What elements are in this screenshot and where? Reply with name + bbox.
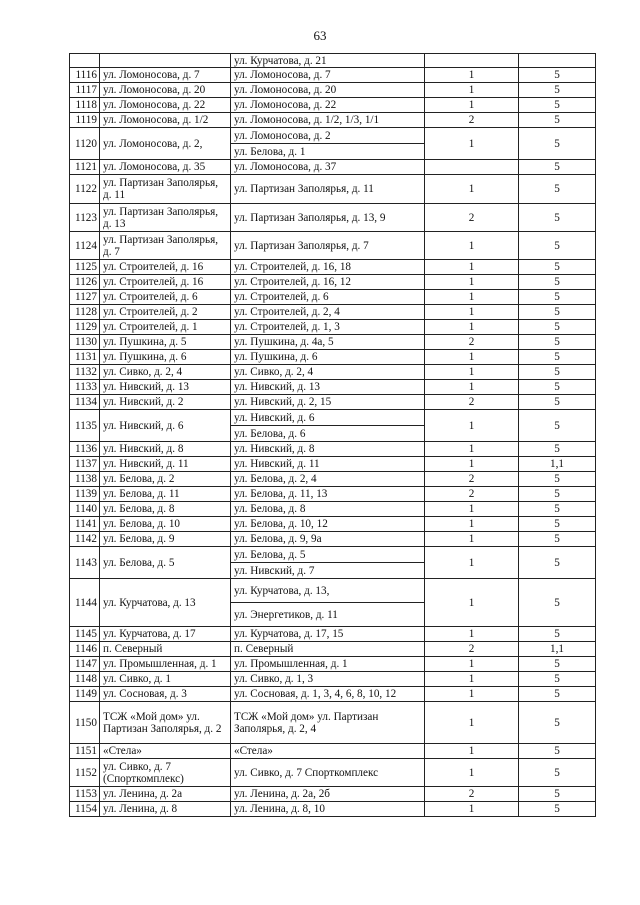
address-cell: ул. Курчатова, д. 21: [231, 54, 425, 68]
count-cell: 1: [425, 275, 519, 290]
table-row: [70, 517, 596, 532]
priority-cell: 5: [519, 160, 596, 175]
priority-cell: 5: [519, 502, 596, 517]
row-number: 1135: [70, 410, 100, 442]
priority-cell: 5: [519, 472, 596, 487]
table-row: [70, 759, 596, 787]
table-body: [70, 54, 596, 817]
table-row: [70, 642, 596, 657]
row-number: 1152: [70, 759, 100, 787]
address-cell: ул. Белова, д. 10, 12: [231, 517, 425, 532]
count-cell: 1: [425, 702, 519, 744]
table-row: [70, 687, 596, 702]
address-cell: ул. Сивко, д. 2, 4: [231, 365, 425, 380]
location-cell: ул. Ломоносова, д. 7: [100, 68, 231, 83]
priority-cell: 5: [519, 517, 596, 532]
location-cell: ул. Ленина, д. 8: [100, 802, 231, 817]
address-cell: ул. Белова, д. 8: [231, 502, 425, 517]
location-cell: ул. Партизан Заполярья, д. 13: [100, 204, 231, 232]
address-cell: ул. Пушкина, д. 4а, 5: [231, 335, 425, 350]
row-number: 1128: [70, 305, 100, 320]
count-cell: 1: [425, 627, 519, 642]
address-cell: ул. Белова, д. 6: [231, 426, 425, 442]
row-number: 1138: [70, 472, 100, 487]
count-cell: 1: [425, 260, 519, 275]
address-cell: ул. Ленина, д. 8, 10: [231, 802, 425, 817]
address-cell: ул. Промышленная, д. 1: [231, 657, 425, 672]
count-cell: 1: [425, 175, 519, 204]
count-cell: 2: [425, 113, 519, 128]
address-cell: ул. Ломоносова, д. 7: [231, 68, 425, 83]
location-cell: ул. Сивко, д. 7 (Спорткомплекс): [100, 759, 231, 787]
table-row: [70, 744, 596, 759]
location-cell: ул. Промышленная, д. 1: [100, 657, 231, 672]
priority-cell: 5: [519, 787, 596, 802]
priority-cell: 5: [519, 320, 596, 335]
count-cell: 1: [425, 802, 519, 817]
row-number: 1149: [70, 687, 100, 702]
location-cell: ул. Белова, д. 10: [100, 517, 231, 532]
row-number: 1148: [70, 672, 100, 687]
address-cell: ул. Партизан Заполярья, д. 11: [231, 175, 425, 204]
table-row: [70, 320, 596, 335]
location-cell: ул. Нивский, д. 8: [100, 442, 231, 457]
row-number: 1134: [70, 395, 100, 410]
location-cell: ул. Ломоносова, д. 1/2: [100, 113, 231, 128]
address-cell: ул. Нивский, д. 6: [231, 410, 425, 426]
count-cell: 1: [425, 350, 519, 365]
count-cell: 1: [425, 687, 519, 702]
count-cell: 2: [425, 204, 519, 232]
table-row: [70, 702, 596, 744]
address-cell: ул. Ломоносова, д. 37: [231, 160, 425, 175]
address-cell: ул. Ломоносова, д. 20: [231, 83, 425, 98]
address-cell: «Стела»: [231, 744, 425, 759]
count-cell: 1: [425, 305, 519, 320]
address-cell: ул. Ломоносова, д. 2: [231, 128, 425, 144]
location-cell: ул. Нивский, д. 13: [100, 380, 231, 395]
location-cell: ул. Курчатова, д. 13: [100, 579, 231, 627]
priority-cell: 5: [519, 83, 596, 98]
row-number: 1145: [70, 627, 100, 642]
location-cell: ул. Нивский, д. 6: [100, 410, 231, 442]
address-cell: ул. Сивко, д. 1, 3: [231, 672, 425, 687]
address-cell: ул. Белова, д. 1: [231, 144, 425, 160]
priority-cell: 5: [519, 128, 596, 160]
priority-cell: 5: [519, 395, 596, 410]
priority-cell: 5: [519, 579, 596, 627]
count-cell: 1: [425, 380, 519, 395]
table-row: [70, 457, 596, 472]
count-cell: [425, 54, 519, 68]
address-cell: ул. Курчатова, д. 13,: [231, 579, 425, 603]
count-cell: 1: [425, 547, 519, 579]
address-cell: ул. Строителей, д. 6: [231, 290, 425, 305]
address-cell: ул. Строителей, д. 2, 4: [231, 305, 425, 320]
row-number: 1133: [70, 380, 100, 395]
priority-cell: 5: [519, 98, 596, 113]
table-row: [70, 502, 596, 517]
priority-cell: 5: [519, 204, 596, 232]
priority-cell: [519, 54, 596, 68]
address-cell: ул. Курчатова, д. 17, 15: [231, 627, 425, 642]
location-cell: ул. Партизан Заполярья, д. 7: [100, 232, 231, 260]
location-cell: ул. Белова, д. 8: [100, 502, 231, 517]
row-number: 1154: [70, 802, 100, 817]
count-cell: 1: [425, 365, 519, 380]
row-number: 1141: [70, 517, 100, 532]
priority-cell: 5: [519, 744, 596, 759]
row-number: 1126: [70, 275, 100, 290]
count-cell: 1: [425, 98, 519, 113]
row-number: 1142: [70, 532, 100, 547]
table-row: [70, 350, 596, 365]
address-cell: ул. Энергетиков, д. 11: [231, 603, 425, 627]
row-number: 1125: [70, 260, 100, 275]
table-row: [70, 54, 596, 68]
table-row: [70, 98, 596, 113]
count-cell: 1: [425, 532, 519, 547]
table-row: [70, 579, 596, 603]
address-cell: ул. Нивский, д. 11: [231, 457, 425, 472]
priority-cell: 1,1: [519, 457, 596, 472]
location-cell: ул. Ломоносова, д. 20: [100, 83, 231, 98]
address-cell: ул. Нивский, д. 7: [231, 563, 425, 579]
address-cell: ул. Ленина, д. 2а, 2б: [231, 787, 425, 802]
table-row: [70, 627, 596, 642]
row-number: 1119: [70, 113, 100, 128]
location-cell: ул. Сивко, д. 2, 4: [100, 365, 231, 380]
location-cell: ул. Строителей, д. 16: [100, 275, 231, 290]
row-number: 1132: [70, 365, 100, 380]
location-cell: ул. Строителей, д. 2: [100, 305, 231, 320]
location-cell: ул. Нивский, д. 2: [100, 395, 231, 410]
address-cell: ул. Нивский, д. 8: [231, 442, 425, 457]
priority-cell: 5: [519, 547, 596, 579]
priority-cell: 5: [519, 627, 596, 642]
count-cell: 1: [425, 128, 519, 160]
table-row: [70, 305, 596, 320]
table-row: [70, 547, 596, 563]
location-cell: ул. Ленина, д. 2а: [100, 787, 231, 802]
priority-cell: 5: [519, 350, 596, 365]
location-cell: ул. Ломоносова, д. 22: [100, 98, 231, 113]
table-row: [70, 532, 596, 547]
count-cell: 2: [425, 487, 519, 502]
location-cell: ул. Пушкина, д. 5: [100, 335, 231, 350]
row-number: 1127: [70, 290, 100, 305]
count-cell: [425, 160, 519, 175]
row-number: 1153: [70, 787, 100, 802]
address-cell: ул. Белова, д. 2, 4: [231, 472, 425, 487]
row-number: 1140: [70, 502, 100, 517]
row-number: 1130: [70, 335, 100, 350]
row-number: 1116: [70, 68, 100, 83]
table-row: [70, 290, 596, 305]
location-cell: ул. Белова, д. 5: [100, 547, 231, 579]
address-cell: ул. Ломоносова, д. 1/2, 1/3, 1/1: [231, 113, 425, 128]
table-row: [70, 83, 596, 98]
row-number: [70, 54, 100, 68]
table-row: [70, 275, 596, 290]
priority-cell: 5: [519, 113, 596, 128]
location-cell: ул. Белова, д. 2: [100, 472, 231, 487]
row-number: 1121: [70, 160, 100, 175]
row-number: 1118: [70, 98, 100, 113]
table-row: [70, 787, 596, 802]
row-number: 1143: [70, 547, 100, 579]
count-cell: 1: [425, 759, 519, 787]
priority-cell: 5: [519, 802, 596, 817]
address-cell: ул. Белова, д. 11, 13: [231, 487, 425, 502]
count-cell: 2: [425, 787, 519, 802]
address-cell: ул. Нивский, д. 13: [231, 380, 425, 395]
table-row: [70, 487, 596, 502]
table-row: [70, 160, 596, 175]
priority-cell: 5: [519, 759, 596, 787]
address-cell: ул. Строителей, д. 16, 12: [231, 275, 425, 290]
address-cell: ТСЖ «Мой дом» ул. Партизан Заполярья, д. 2, 4: [231, 702, 425, 744]
count-cell: 1: [425, 672, 519, 687]
address-cell: ул. Сивко, д. 7 Спорткомплекс: [231, 759, 425, 787]
priority-cell: 5: [519, 290, 596, 305]
location-cell: ул. Сосновая, д. 3: [100, 687, 231, 702]
table-row: [70, 232, 596, 260]
priority-cell: 5: [519, 365, 596, 380]
table-row: [70, 128, 596, 144]
row-number: 1146: [70, 642, 100, 657]
count-cell: 1: [425, 68, 519, 83]
priority-cell: 5: [519, 487, 596, 502]
count-cell: 2: [425, 642, 519, 657]
priority-cell: 5: [519, 410, 596, 442]
count-cell: 1: [425, 320, 519, 335]
priority-cell: 5: [519, 380, 596, 395]
location-cell: ул. Пушкина, д. 6: [100, 350, 231, 365]
address-cell: ул. Партизан Заполярья, д. 13, 9: [231, 204, 425, 232]
table-row: [70, 335, 596, 350]
table-row: [70, 68, 596, 83]
count-cell: 1: [425, 83, 519, 98]
count-cell: 1: [425, 657, 519, 672]
table-row: [70, 657, 596, 672]
row-number: 1151: [70, 744, 100, 759]
table-row: [70, 395, 596, 410]
priority-cell: 5: [519, 532, 596, 547]
priority-cell: 5: [519, 702, 596, 744]
location-cell: ул. Белова, д. 9: [100, 532, 231, 547]
row-number: 1139: [70, 487, 100, 502]
address-table: [69, 53, 596, 817]
row-number: 1124: [70, 232, 100, 260]
row-number: 1144: [70, 579, 100, 627]
location-cell: ул. Строителей, д. 1: [100, 320, 231, 335]
priority-cell: 5: [519, 687, 596, 702]
address-cell: ул. Белова, д. 9, 9а: [231, 532, 425, 547]
location-cell: п. Северный: [100, 642, 231, 657]
row-number: 1136: [70, 442, 100, 457]
table-row: [70, 380, 596, 395]
count-cell: 1: [425, 457, 519, 472]
location-cell: ТСЖ «Мой дом» ул. Партизан Заполярья, д. 2: [100, 702, 231, 744]
priority-cell: 5: [519, 305, 596, 320]
priority-cell: 1,1: [519, 642, 596, 657]
address-cell: ул. Нивский, д. 2, 15: [231, 395, 425, 410]
location-cell: ул. Ломоносова, д. 2,: [100, 128, 231, 160]
location-cell: ул. Строителей, д. 6: [100, 290, 231, 305]
count-cell: 1: [425, 517, 519, 532]
priority-cell: 5: [519, 232, 596, 260]
location-cell: ул. Строителей, д. 16: [100, 260, 231, 275]
table-row: [70, 410, 596, 426]
table-row: [70, 113, 596, 128]
table-row: [70, 175, 596, 204]
address-cell: ул. Строителей, д. 1, 3: [231, 320, 425, 335]
address-cell: ул. Партизан Заполярья, д. 7: [231, 232, 425, 260]
count-cell: 1: [425, 502, 519, 517]
address-cell: ул. Строителей, д. 16, 18: [231, 260, 425, 275]
priority-cell: 5: [519, 175, 596, 204]
location-cell: [100, 54, 231, 68]
count-cell: 2: [425, 335, 519, 350]
address-cell: ул. Ломоносова, д. 22: [231, 98, 425, 113]
table-row: [70, 672, 596, 687]
count-cell: 1: [425, 410, 519, 442]
table-row: [70, 204, 596, 232]
row-number: 1123: [70, 204, 100, 232]
row-number: 1147: [70, 657, 100, 672]
priority-cell: 5: [519, 672, 596, 687]
table-row: [70, 802, 596, 817]
priority-cell: 5: [519, 68, 596, 83]
row-number: 1131: [70, 350, 100, 365]
location-cell: ул. Нивский, д. 11: [100, 457, 231, 472]
location-cell: ул. Белова, д. 11: [100, 487, 231, 502]
row-number: 1137: [70, 457, 100, 472]
count-cell: 2: [425, 472, 519, 487]
count-cell: 1: [425, 744, 519, 759]
table-row: [70, 442, 596, 457]
row-number: 1122: [70, 175, 100, 204]
count-cell: 2: [425, 395, 519, 410]
address-cell: ул. Сосновая, д. 1, 3, 4, 6, 8, 10, 12: [231, 687, 425, 702]
priority-cell: 5: [519, 335, 596, 350]
table-row: [70, 260, 596, 275]
location-cell: «Стела»: [100, 744, 231, 759]
count-cell: 1: [425, 579, 519, 627]
priority-cell: 5: [519, 657, 596, 672]
table-row: [70, 472, 596, 487]
location-cell: ул. Сивко, д. 1: [100, 672, 231, 687]
address-cell: п. Северный: [231, 642, 425, 657]
row-number: 1120: [70, 128, 100, 160]
location-cell: ул. Партизан Заполярья, д. 11: [100, 175, 231, 204]
priority-cell: 5: [519, 442, 596, 457]
address-cell: ул. Пушкина, д. 6: [231, 350, 425, 365]
address-cell: ул. Белова, д. 5: [231, 547, 425, 563]
table-row: [70, 365, 596, 380]
row-number: 1117: [70, 83, 100, 98]
location-cell: ул. Ломоносова, д. 35: [100, 160, 231, 175]
row-number: 1129: [70, 320, 100, 335]
count-cell: 1: [425, 290, 519, 305]
count-cell: 1: [425, 232, 519, 260]
priority-cell: 5: [519, 260, 596, 275]
count-cell: 1: [425, 442, 519, 457]
row-number: 1150: [70, 702, 100, 744]
priority-cell: 5: [519, 275, 596, 290]
page-number: 63: [313, 28, 327, 43]
location-cell: ул. Курчатова, д. 17: [100, 627, 231, 642]
